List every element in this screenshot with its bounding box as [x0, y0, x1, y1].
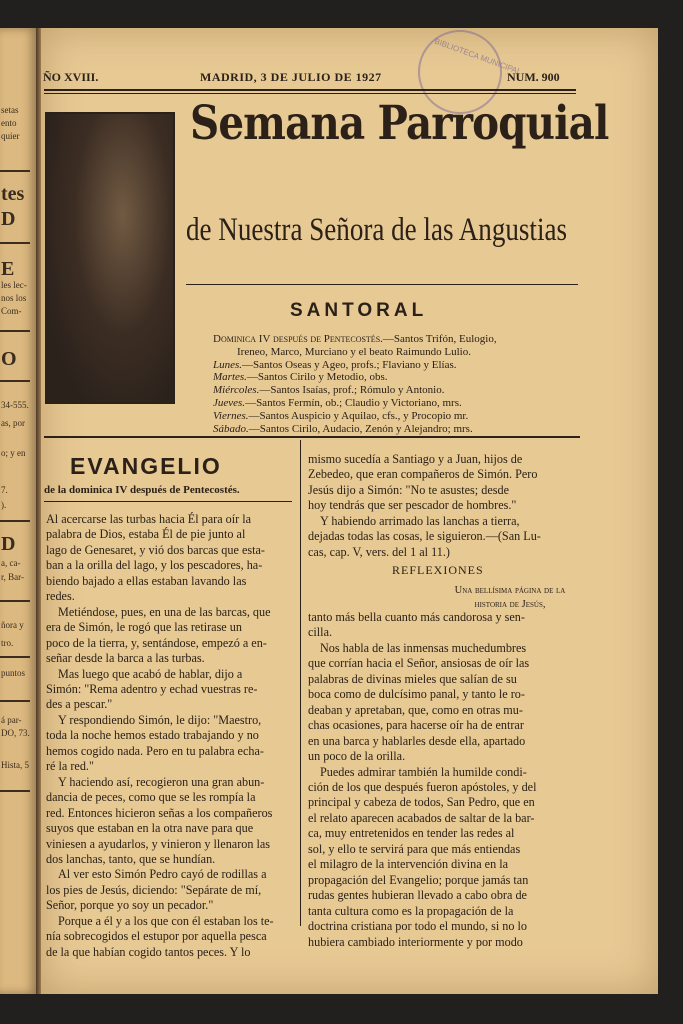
- left-page-rule: [0, 656, 30, 658]
- santoral-saints: —Santos Cirilo y Metodio, obs.: [246, 371, 388, 384]
- column-divider: [300, 440, 301, 926]
- header-rule-thin: [44, 93, 576, 94]
- left-page-fragment-line: a, ca-: [1, 558, 21, 568]
- reflexiones-line: ca, muy entretenidos en tender las redes al: [308, 826, 515, 841]
- left-page-rule: [0, 600, 30, 602]
- left-page-fragment-line: O: [1, 348, 17, 370]
- evangelio-line: Al ver esto Simón Pedro cayó de rodillas a: [58, 867, 267, 882]
- left-page-fragment-line: ).: [1, 500, 7, 510]
- reflexiones-text: [308, 610, 580, 950]
- evangelio-line: Mas luego que acabó de hablar, dijo a: [58, 666, 243, 681]
- reflexiones-line: tanta cultura como es la propagación de la: [308, 903, 514, 918]
- left-page-rule: [0, 242, 30, 244]
- left-page-rule: [0, 700, 30, 702]
- santoral-line: [213, 359, 583, 372]
- evangelio-line: dejadas todas las cosas, le siguieron.—(San Lu-: [308, 529, 541, 544]
- evangelio-line: ban a la orilla del lago, y los pescadores, ha-: [46, 558, 263, 573]
- reflexiones-line: en una barca y hablarles desde ella, apartado: [308, 733, 526, 748]
- library-stamp-text: BIBLIOTECA MUNICIPAL: [433, 36, 523, 77]
- left-page-fragment-line: as, por: [1, 418, 25, 428]
- left-page-rule: [0, 790, 30, 792]
- left-page-fragment-line: 7.: [1, 485, 8, 495]
- evangelio-line: Y habiendo arrimado las lanchas a tierra,: [320, 513, 520, 528]
- left-page-fragment-line: tes: [1, 183, 25, 205]
- header-rule: [44, 89, 576, 91]
- evangelio-line: Señor, porque yo soy un pecador.": [46, 898, 214, 913]
- masthead-subtitle: de Nuestra Señora de las Angustias: [186, 212, 568, 248]
- left-page-fragment-line: Hista, 5: [1, 760, 29, 770]
- evangelio-line: ré la red.": [46, 759, 94, 774]
- reflexiones-line: tanto más bella cuanto más candorosa y sen-: [308, 610, 525, 624]
- dateline: MADRID, 3 DE JULIO DE 1927: [200, 70, 382, 84]
- left-page-fragment-line: les lec-: [1, 280, 27, 290]
- evangelio-line: hoy tendrás que ser pescador de hombres.": [308, 498, 517, 513]
- evangelio-line: toda la noche hemos estado trabajando y no: [46, 728, 259, 743]
- santoral-day: Dominica IV después de Pentecostés.: [213, 333, 383, 345]
- left-page-rule: [0, 380, 30, 382]
- evangelio-rule: [44, 501, 292, 502]
- left-page-fragment-line: á par-: [1, 715, 22, 725]
- evangelio-line: red. Entonces hicieron señas a los compañeros: [46, 805, 273, 820]
- reflexiones-line: doctrina cristiana por todo el mundo, si no lo: [308, 919, 527, 934]
- left-page-rule: [0, 330, 30, 332]
- reflexiones-line: propagación del Evangelio; porque jamás tan: [308, 872, 529, 887]
- reflexiones-subtitle-line2: historia de Jesús,: [474, 599, 546, 610]
- santoral-line: [213, 371, 583, 384]
- evangelio-line: des a pescar.": [46, 697, 113, 712]
- reflexiones-line: palabras de divinas mieles que salían de su: [308, 671, 517, 686]
- santoral-day: Lunes.: [213, 358, 243, 371]
- evangelio-line: Al acercarse las turbas hacia Él para oír la: [46, 512, 252, 526]
- santoral-line: [213, 423, 583, 436]
- evangelio-line: biendo bajado a ellas estaban lavando las: [46, 573, 247, 588]
- reflexiones-title: REFLEXIONES: [392, 563, 484, 577]
- santoral-list: [213, 333, 583, 435]
- evangelio-line: suyos que estaban en la otra nave para que: [46, 821, 254, 836]
- reflexiones-line: deaban y apretaban, que, como en otras mu-: [308, 702, 523, 717]
- evangelio-text-right: [308, 452, 580, 560]
- santoral-line: [213, 333, 583, 346]
- reflexiones-line: ción de los que después fueron apóstoles, y del: [308, 779, 537, 794]
- left-page-fragment-line: nos los: [1, 293, 27, 303]
- left-page-fragment-line: setas: [1, 105, 19, 115]
- evangelio-text-left: [46, 512, 294, 960]
- left-page-fragment-line: Com-: [1, 306, 22, 316]
- evangelio-title: EVANGELIO: [70, 453, 222, 479]
- evangelio-line: palabra de Dios, estaba Él de pie junto al: [46, 527, 246, 542]
- reflexiones-line: boca como de dulcísimo panal, y tanto le ro-: [308, 687, 525, 702]
- left-page-rule: [0, 520, 30, 522]
- section-rule: [44, 436, 580, 438]
- santoral-line: [213, 384, 583, 397]
- issue-year: ÑO XVIII.: [43, 70, 99, 84]
- masthead-title: Semana Parroquial: [190, 96, 609, 151]
- evangelio-line: viniesen a ayudarlos, y vinieron y llenaron las: [46, 836, 271, 851]
- left-page-rule: [0, 170, 30, 172]
- santoral-saints: —Santos Cirilo, Audacio, Zenón y Alejandro; mrs.: [248, 422, 473, 435]
- reflexiones-subtitle: [410, 584, 610, 612]
- reflexiones-line: el milagro de la intervención divina en la: [308, 857, 509, 872]
- left-page-fragment-line: puntos: [1, 668, 26, 678]
- santoral-day: Martes.: [213, 371, 247, 384]
- left-page-fragment-line: DO, 73.: [1, 728, 30, 738]
- evangelio-line: era de Simón, le rogó que las retirase un: [46, 620, 242, 635]
- santoral-title: SANTORAL: [290, 300, 428, 321]
- reflexiones-line: cilla.: [308, 625, 333, 640]
- reflexiones-line: hubiera cambiado interiormente y por modo: [308, 934, 523, 949]
- evangelio-line: dancia de peces, como que se les rompía la: [46, 790, 256, 805]
- left-page-fragment-line: ento: [1, 118, 17, 128]
- evangelio-line: Jesús dijo a Simón: "No te asustes; desde: [308, 482, 509, 497]
- reflexiones-line: Puedes admirar también la humilde condi-: [320, 764, 527, 779]
- left-page-fragment-line: 34-555.: [1, 400, 29, 410]
- santoral-line: [213, 410, 583, 423]
- left-page-fragment-line: E: [1, 258, 15, 280]
- santoral-saints: —Santos Isaías, prof.; Rómulo y Antonio.: [259, 384, 445, 397]
- church-photo: [45, 112, 175, 404]
- evangelio-line: lago de Genesaret, y vió dos barcas que esta-: [46, 542, 265, 557]
- evangelio-line: cas, cap. V, vers. del 1 al 11.): [308, 544, 450, 559]
- reflexiones-line: sol, y ello te servirá para que más entiendas: [308, 841, 521, 856]
- left-page-fragment-line: D: [1, 208, 16, 230]
- evangelio-line: Porque a él y a los que con él estaban los te-: [58, 913, 274, 928]
- masthead-rule: [186, 284, 578, 285]
- evangelio-line: hemos cogido nada. Pero en tu palabra echa-: [46, 743, 264, 758]
- left-page-fragment-line: D: [1, 533, 16, 555]
- reflexiones-subtitle-line1: Una bellísima página de la: [454, 585, 566, 596]
- evangelio-line: Y haciendo así, recogieron una gran abun-: [58, 774, 265, 789]
- reflexiones-line: que corrían hacia el Señor, ansiosas de oír las: [308, 656, 530, 671]
- santoral-day: Viernes.: [213, 409, 249, 422]
- reflexiones-line: principal y cabeza de todos, San Pedro, que en: [308, 795, 535, 810]
- santoral-day: Jueves.: [213, 396, 246, 409]
- santoral-line: [213, 346, 583, 359]
- evangelio-line: redes.: [46, 589, 75, 604]
- left-page-fragment-line: ñora y: [1, 620, 24, 630]
- evangelio-line: poco de la tierra, y, sentándose, empezó a en-: [46, 635, 267, 650]
- issue-number: NUM. 900: [507, 70, 560, 84]
- reflexiones-line: chas ocasiones, para hacerse oír ha de entrar: [308, 718, 524, 733]
- santoral-saints: Ireneo, Marco, Murciano y el beato Raimundo Lulio.: [237, 345, 471, 358]
- evangelio-line: señar desde la barca a las turbas.: [46, 651, 205, 666]
- evangelio-line: Zebedeo, que eran compañeros de Simón. Pero: [308, 467, 538, 482]
- left-page-fragment: [0, 28, 38, 994]
- left-page-fragment-line: quier: [1, 131, 20, 141]
- santoral-saints: —Santos Trifón, Eulogio,: [382, 333, 497, 345]
- santoral-saints: —Santos Auspicio y Aquilao, cfs., y Procopio mr.: [248, 409, 469, 422]
- santoral-day: Sábado.: [213, 422, 249, 435]
- santoral-line: [213, 397, 583, 410]
- reflexiones-line: el relato aparecen acabados de saltar de la bar-: [308, 810, 535, 825]
- left-page-fragment-line: r, Bar-: [1, 572, 24, 582]
- reflexiones-line: un poco de la orilla.: [308, 749, 406, 764]
- evangelio-line: Y respondiendo Simón, le dijo: "Maestro,: [58, 712, 262, 727]
- evangelio-line: de la que habían cogido tantos peces. Y lo: [46, 944, 251, 959]
- reflexiones-line: Nos habla de las inmensas muchedumbres: [320, 640, 527, 655]
- reflexiones-line: rudas gentes hubieran llevado a cabo obra de: [308, 888, 527, 903]
- santoral-day: Miércoles.: [213, 384, 260, 397]
- left-page-fragment-line: o; y en: [1, 448, 26, 458]
- evangelio-subtitle: de la dominica IV después de Pentecostés.: [44, 484, 240, 496]
- left-page-fragment-line: tro.: [1, 638, 14, 648]
- evangelio-line: Metiéndose, pues, en una de las barcas, que: [58, 604, 271, 619]
- evangelio-line: Simón: "Rema adentro y echad vuestras re-: [46, 681, 258, 696]
- santoral-saints: —Santos Fermín, ob.; Claudio y Victoriano, mrs.: [245, 396, 462, 409]
- santoral-saints: —Santos Oseas y Ageo, profs.; Flaviano y Elías.: [242, 358, 457, 371]
- evangelio-line: los pies de Jesús, diciendo: "Sepárate de mí,: [46, 882, 262, 897]
- evangelio-line: dos lanchas, tanto, que se hundían.: [46, 851, 216, 866]
- evangelio-line: mismo sucedía a Santiago y a Juan, hijos de: [308, 452, 523, 466]
- evangelio-line: nía sobrecogidos el estupor por aquella pesca: [46, 929, 267, 944]
